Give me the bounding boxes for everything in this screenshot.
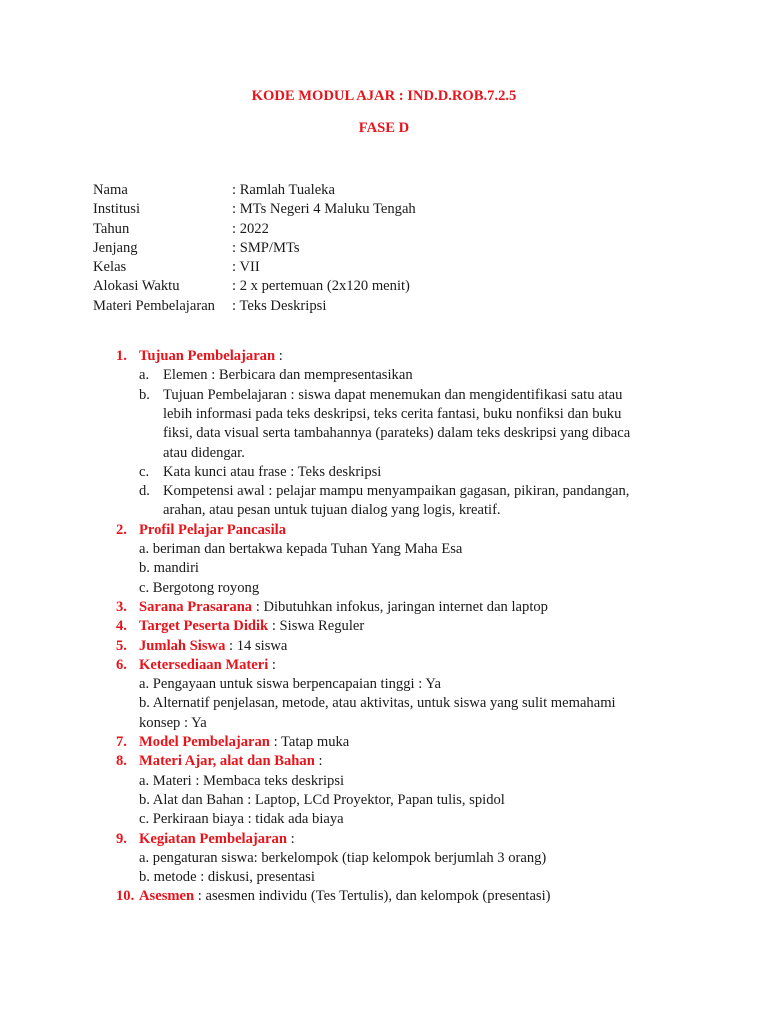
section-title: Asesmen: [139, 888, 195, 905]
list-text: b. Alternatif penjelasan, metode, atau aktivitas, untuk siswa yang sulit memahami: [139, 695, 616, 712]
section-title: Target Peserta Didik: [139, 618, 269, 635]
phase-heading: FASE D: [358, 120, 410, 136]
section-suffix: :: [268, 656, 276, 673]
section-title: Jumlah Siswa: [139, 637, 226, 654]
section-suffix: : asesmen individu (Tes Tertulis), dan kelompok (presentasi): [194, 888, 551, 905]
section-number: 1.: [116, 348, 127, 364]
list-text: b. mandiri: [139, 560, 199, 577]
list-item: [0, 386, 768, 405]
section-4: [0, 617, 768, 636]
list-item: [0, 791, 768, 810]
section-suffix: :: [275, 348, 283, 364]
list-item: [0, 366, 768, 385]
section-number: 2.: [116, 521, 127, 538]
identity-value: : MTs Negeri 4 Maluku Tengah: [232, 201, 416, 218]
section-number: 7.: [116, 734, 127, 750]
section-heading-line: [139, 656, 276, 675]
identity-row: [93, 200, 416, 219]
list-item: [0, 675, 768, 694]
identity-row: [93, 239, 416, 258]
identity-value: : VII: [232, 259, 260, 276]
list-text: Tujuan Pembelajaran : siswa dapat menemukan dan mengidentifikasi satu atau: [163, 386, 623, 403]
section-heading-line: [139, 637, 287, 656]
section-heading-line: [139, 733, 349, 752]
identity-label: Institusi: [93, 201, 141, 218]
section-heading-line: [139, 887, 551, 906]
list-item: [0, 463, 768, 482]
section-title: Ketersediaan Materi: [139, 656, 269, 673]
section-suffix: : Siswa Reguler: [268, 618, 365, 635]
list-letter: d.: [139, 483, 150, 500]
identity-value: : Ramlah Tualeka: [232, 182, 335, 198]
list-text: Kata kunci atau frase : Teks deskripsi: [163, 463, 382, 480]
section-number: 5.: [116, 637, 127, 654]
list-text: a. Pengayaan untuk siswa berpencapaian tinggi : Ya: [139, 676, 441, 693]
list-text: atau didengar.: [163, 444, 245, 461]
list-text: arahan, atau pesan untuk tujuan dialog yang logis, kreatif.: [163, 502, 501, 519]
section-title: Materi Ajar, alat dan Bahan: [139, 753, 315, 770]
section-2: [0, 521, 768, 540]
list-item-continuation: [0, 424, 768, 443]
list-item: [0, 772, 768, 791]
identity-row: [93, 258, 416, 277]
section-title: Model Pembelajaran: [139, 734, 270, 750]
section-heading-line: [139, 598, 548, 617]
list-text: Kompetensi awal : pelajar mampu menyampaikan gagasan, pikiran, pandangan,: [163, 483, 630, 500]
section-title: Sarana Prasarana: [139, 598, 253, 615]
identity-value: : 2 x pertemuan (2x120 menit): [232, 278, 410, 295]
list-text: b. Alat dan Bahan : Laptop, LCd Proyektor, Papan tulis, spidol: [139, 791, 505, 808]
list-item: [0, 559, 768, 578]
section-heading-line: [139, 752, 323, 771]
identity-value: : Teks Deskripsi: [232, 297, 327, 314]
identity-row: [93, 277, 416, 296]
list-item: [0, 579, 768, 598]
list-text: a. pengaturan siswa: berkelompok (tiap kelompok berjumlah 3 orang): [139, 849, 547, 866]
section-title: Tujuan Pembelajaran: [139, 348, 276, 364]
list-item: [0, 540, 768, 559]
section-8: [0, 752, 768, 771]
list-item: [0, 694, 768, 713]
list-text: c. Perkiraan biaya : tidak ada biaya: [139, 811, 344, 828]
list-item: [0, 810, 768, 829]
section-number: 8.: [116, 753, 127, 770]
list-item: [0, 482, 768, 501]
list-text: a. Materi : Membaca teks deskripsi: [139, 772, 345, 789]
identity-row: [93, 297, 416, 316]
section-title: Kegiatan Pembelajaran: [139, 830, 287, 847]
section-suffix: :: [314, 753, 323, 770]
identity-table: [93, 181, 416, 316]
identity-label: Tahun: [93, 220, 130, 237]
section-10: [0, 887, 768, 906]
section-1: [0, 347, 768, 366]
module-code-title: KODE MODUL AJAR : IND.D.ROB.7.2.5: [251, 88, 517, 104]
identity-label: Materi Pembelajaran: [93, 297, 215, 314]
list-item-continuation: [0, 405, 768, 424]
identity-row: [93, 220, 416, 239]
list-text: a. beriman dan bertakwa kepada Tuhan Yang Maha Esa: [139, 541, 463, 557]
list-text: b. metode : diskusi, presentasi: [139, 869, 315, 886]
section-number: 6.: [116, 656, 127, 673]
section-suffix: : Dibutuhkan infokus, jaringan internet dan laptop: [252, 598, 548, 615]
section-suffix: :: [286, 830, 295, 847]
list-item: [0, 849, 768, 868]
list-text: c. Bergotong royong: [139, 579, 260, 596]
section-heading-line: [139, 347, 283, 366]
identity-label: Kelas: [93, 259, 127, 276]
section-number: 9.: [116, 830, 127, 847]
identity-value: : SMP/MTs: [232, 239, 300, 256]
list-text: konsep : Ya: [139, 714, 207, 731]
list-item-continuation: [0, 501, 768, 520]
section-5: [0, 637, 768, 656]
list-item: [0, 868, 768, 887]
section-6: [0, 656, 768, 675]
list-item-continuation: [0, 444, 768, 463]
identity-label: Jenjang: [93, 239, 138, 256]
section-title: Profil Pelajar Pancasila: [139, 521, 286, 538]
list-letter: a.: [139, 367, 150, 384]
identity-value: : 2022: [232, 220, 269, 237]
list-letter: c.: [139, 463, 150, 480]
list-text: Elemen : Berbicara dan mempresentasikan: [163, 367, 413, 384]
section-9: [0, 830, 768, 849]
identity-label: Nama: [93, 182, 128, 198]
section-3: [0, 598, 768, 617]
section-number: 3.: [116, 598, 127, 615]
list-letter: b.: [139, 386, 150, 403]
section-suffix: : Tatap muka: [269, 734, 350, 750]
section-suffix: : 14 siswa: [225, 637, 288, 654]
section-heading-line: [139, 830, 295, 849]
identity-row: [93, 181, 416, 200]
section-heading-line: [139, 617, 364, 636]
identity-label: Alokasi Waktu: [93, 278, 180, 295]
list-item-continuation: [0, 714, 768, 733]
list-text: lebih informasi pada teks deskripsi, teks cerita fantasi, buku nonfiksi dan buku: [163, 405, 622, 422]
section-number: 4.: [116, 618, 127, 635]
section-7: [0, 733, 768, 752]
list-text: fiksi, data visual serta tambahannya (parateks) dalam teks deskripsi yang dibaca: [163, 425, 631, 442]
section-number: 10.: [116, 888, 135, 905]
